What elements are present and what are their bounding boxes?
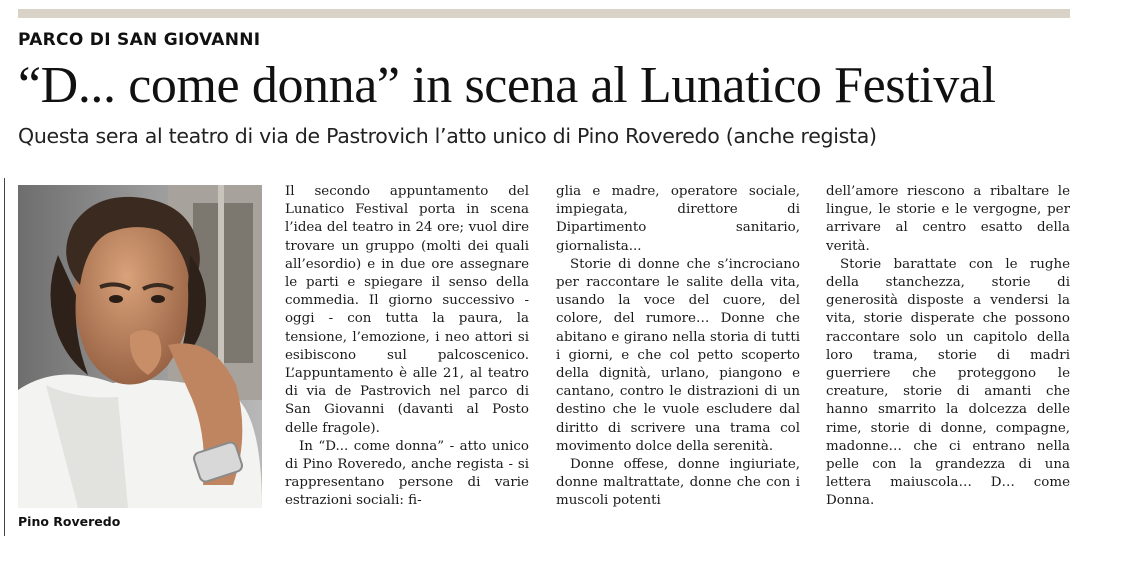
portrait-illustration bbox=[18, 185, 262, 508]
article-kicker: PARCO DI SAN GIOVANNI bbox=[18, 30, 261, 50]
body-paragraph: In “D... come donna” - atto unico di Pino Roveredo, anche regista - si rappresentano persone di varie estrazioni sociali: fi- bbox=[285, 438, 529, 509]
column-rule bbox=[4, 178, 5, 536]
text-column-3 bbox=[826, 183, 1070, 511]
text-column-2 bbox=[556, 183, 800, 511]
body-paragraph: Storie di donne che s’incrociano per raccontare le salite della vita, usando la voce del cuore, del colore, del rumore… Donne che abitano e girano nella storia di tutti i giorni, e che col petto scoperto della dignità, urlano, piangono e cantano, contro le distrazioni di un destino che le vuole escludere dal diritto di scrivere una trama col movimento dolce della serenità. bbox=[556, 256, 800, 454]
body-paragraph: Il secondo appuntamento del Lunatico Festival porta in scena l’idea del teatro in 24 ore; vuol dire trovare un gruppo (molti dei quali all’esordio) e in due ore assegnare le parti e spiegare il senso della commedia. Il giorno successivo - oggi - con tutta la paura, la tensione, l’emozione, i neo attori si esibiscono sul palcoscenico. L’appuntamento è alle 21, al teatro di via de Pastrovich nel parco di San Giovanni (davanti al Posto delle fragole). bbox=[285, 184, 529, 436]
body-paragraph: Donne offese, donne ingiuriate, donne maltrattate, donne che con i muscoli potenti bbox=[556, 457, 800, 509]
photo-caption: Pino Roveredo bbox=[18, 514, 121, 529]
body-paragraph: dell’amore riescono a ribaltare le lingue, le storie e le vergogne, per arrivare al centro esatto della verità. bbox=[826, 184, 1070, 254]
portrait-photo bbox=[18, 185, 262, 508]
article-headline: “D... come donna” in scena al Lunatico Festival bbox=[18, 57, 996, 114]
body-paragraph: glia e madre, operatore sociale, impiegata, direttore di Dipartimento sanitario, giornalista... bbox=[556, 184, 800, 254]
article-subheadline: Questa sera al teatro di via de Pastrovich l’atto unico di Pino Roveredo (anche regista) bbox=[18, 124, 877, 148]
text-column-1 bbox=[285, 183, 529, 511]
body-paragraph: Storie barattate con le rughe della stanchezza, storie di generosità disposte a vendersi la vita, storie disperate che possono raccontare solo un capitolo della loro trama, storie di madri guerriere che proteggono le creature, storie di amanti che hanno smarrito la dolcezza delle rime, storie di donne, compagne, madonne… che ci entrano nella pelle con la grandezza di una lettera maiuscola… D… come Donna. bbox=[826, 256, 1070, 509]
header-rule bbox=[18, 9, 1070, 18]
